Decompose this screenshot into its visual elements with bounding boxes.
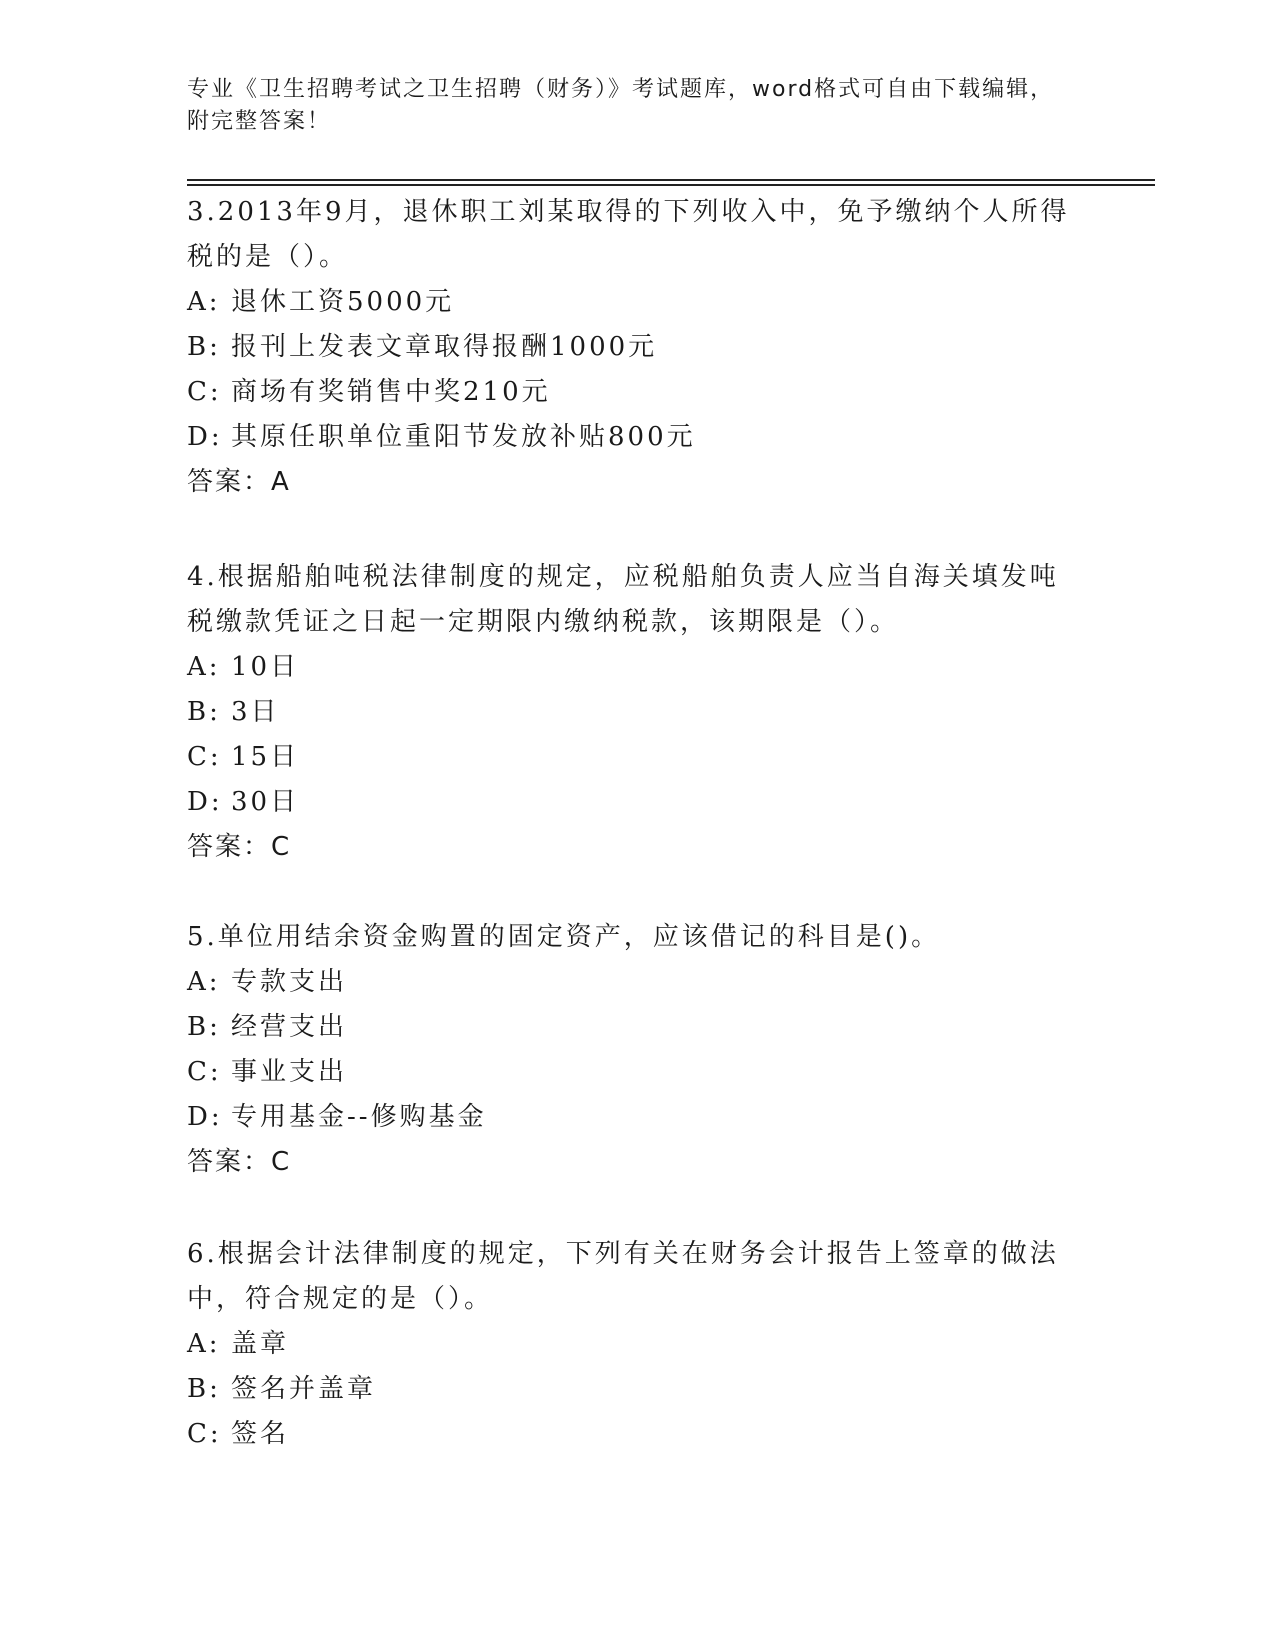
- option-text: 事业支出: [231, 1057, 348, 1087]
- question-6: [187, 1232, 1087, 1457]
- option-c: [187, 1050, 1087, 1095]
- option-text: 其原任职单位重阳节发放补贴800元: [231, 422, 696, 452]
- option-key: B:: [187, 332, 221, 362]
- option-key: B:: [187, 1374, 221, 1404]
- option-text: 商场有奖销售中奖210元: [231, 377, 551, 407]
- document-intro: 专业《卫生招聘考试之卫生招聘（财务）》考试题库，word格式可自由下载编辑，附完整答案！: [187, 77, 1055, 134]
- answer-line: 答案：C: [187, 1147, 292, 1177]
- option-b: [187, 325, 1087, 370]
- answer-line: 答案：C: [187, 832, 292, 862]
- option-b: [187, 1367, 1087, 1412]
- option-key: C:: [187, 1057, 222, 1087]
- option-key: B:: [187, 697, 221, 727]
- option-b: [187, 1005, 1087, 1050]
- question-4: [187, 555, 1087, 870]
- option-key: A:: [187, 1329, 221, 1359]
- option-text: 经营支出: [231, 1012, 348, 1042]
- option-a: [187, 960, 1087, 1005]
- question-stem: 5.单位用结余资金购置的固定资产，应该借记的科目是()。: [187, 922, 941, 952]
- option-text: 10日: [231, 652, 300, 682]
- option-key: A:: [187, 287, 221, 317]
- option-text: 退休工资5000元: [231, 287, 455, 317]
- option-text: 盖章: [231, 1329, 290, 1359]
- option-text: 30日: [231, 787, 300, 817]
- question-stem: 6.根据会计法律制度的规定，下列有关在财务会计报告上签章的做法中，符合规定的是（）。: [187, 1239, 1059, 1314]
- option-text: 15日: [231, 742, 300, 772]
- option-c: [187, 1412, 1087, 1457]
- option-a: [187, 280, 1087, 325]
- option-key: C:: [187, 1419, 222, 1449]
- option-a: [187, 645, 1087, 690]
- header-divider-top: [187, 179, 1155, 181]
- option-b: [187, 690, 1087, 735]
- option-a: [187, 1322, 1087, 1367]
- option-text: 报刊上发表文章取得报酬1000元: [231, 332, 658, 362]
- option-text: 专款支出: [231, 967, 348, 997]
- option-key: A:: [187, 967, 221, 997]
- option-d: [187, 1095, 1087, 1140]
- option-text: 3日: [231, 697, 280, 727]
- option-key: D:: [187, 1102, 223, 1132]
- answer-line: 答案：A: [187, 467, 291, 497]
- option-key: D:: [187, 422, 223, 452]
- question-3: [187, 190, 1087, 505]
- option-text: 签名并盖章: [231, 1374, 377, 1404]
- option-key: D:: [187, 787, 223, 817]
- header-divider-bottom: [187, 184, 1155, 186]
- option-key: C:: [187, 742, 222, 772]
- question-5: [187, 915, 1087, 1185]
- option-c: [187, 370, 1087, 415]
- question-stem: 4.根据船舶吨税法律制度的规定，应税船舶负责人应当自海关填发吨税缴款凭证之日起一定期限内缴纳税款，该期限是（）。: [187, 562, 1059, 637]
- option-d: [187, 415, 1087, 460]
- option-key: C:: [187, 377, 222, 407]
- option-text: 专用基金--修购基金: [231, 1102, 487, 1132]
- question-stem: 3.2013年9月，退休职工刘某取得的下列收入中，免予缴纳个人所得税的是（）。: [187, 197, 1070, 272]
- option-key: B:: [187, 1012, 221, 1042]
- option-key: A:: [187, 652, 221, 682]
- option-c: [187, 735, 1087, 780]
- option-d: [187, 780, 1087, 825]
- option-text: 签名: [231, 1419, 290, 1449]
